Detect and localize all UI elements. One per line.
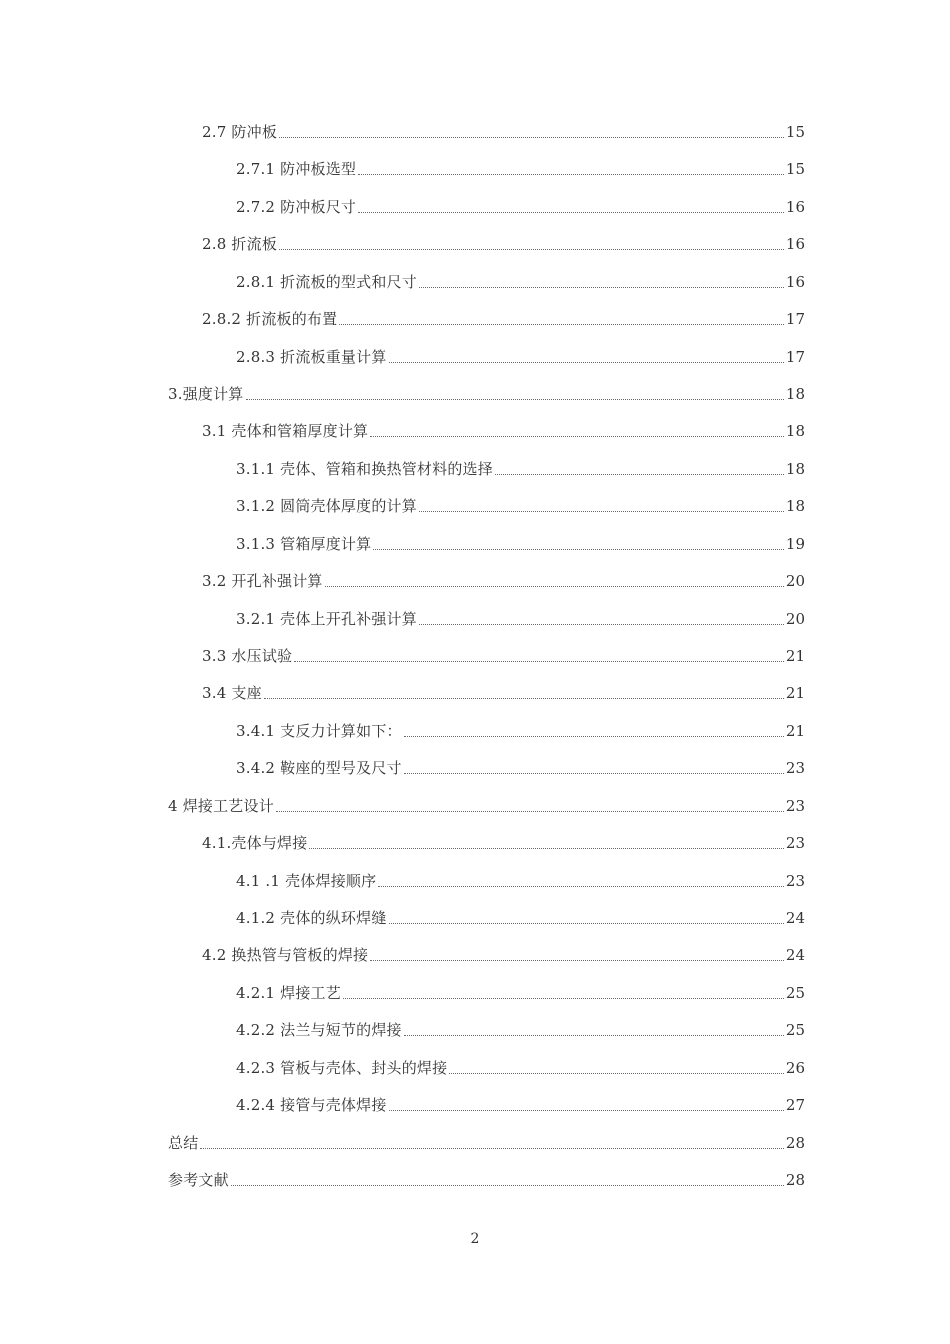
toc-entry-title: 4.2 换热管与管板的焊接 <box>202 946 369 965</box>
toc-dot-leader <box>339 323 784 325</box>
toc-entry-title: 3.4 支座 <box>202 684 262 703</box>
toc-dot-leader <box>231 1184 784 1186</box>
toc-entry-title: 4.2.3 管板与壳体、封头的焊接 <box>236 1058 448 1077</box>
toc-entry-page: 25 <box>785 983 805 1002</box>
toc-dot-leader <box>419 623 784 625</box>
toc-entry-title: 参考文献 <box>168 1171 229 1190</box>
toc-entry-page: 23 <box>785 796 805 815</box>
toc-entry-title: 3.强度计算 <box>168 385 244 403</box>
toc-entry-title: 3.2.1 壳体上开孔补强计算 <box>236 609 417 628</box>
toc-entry[interactable] <box>236 458 805 480</box>
toc-dot-leader <box>404 772 784 774</box>
toc-entry-title: 4.2.1 焊接工艺 <box>236 983 341 1002</box>
toc-entry-page: 28 <box>785 1171 805 1190</box>
toc-entry[interactable] <box>236 533 805 555</box>
toc-entry-page: 28 <box>785 1133 805 1152</box>
toc-entry-page: 21 <box>785 721 805 740</box>
toc-entry[interactable] <box>202 121 805 143</box>
toc-dot-leader <box>495 473 784 475</box>
toc-entry-page: 18 <box>785 385 805 403</box>
toc-entry[interactable] <box>202 944 805 966</box>
toc-entry[interactable] <box>202 233 805 255</box>
toc-entry-page: 23 <box>785 834 805 853</box>
toc-dot-leader <box>264 697 784 699</box>
toc-entry-page: 17 <box>785 347 805 366</box>
toc-entry-page: 19 <box>785 534 805 553</box>
toc-dot-leader <box>404 1034 784 1036</box>
toc-entry[interactable] <box>236 870 805 892</box>
toc-entry-title: 4.1.壳体与焊接 <box>202 834 308 853</box>
toc-entry[interactable] <box>202 570 805 592</box>
toc-entry-title: 4.1 .1 壳体焊接顺序 <box>236 871 377 890</box>
toc-entry[interactable] <box>236 158 805 180</box>
toc-dot-leader <box>246 398 784 400</box>
toc-entry-title: 3.3 水压试验 <box>202 647 293 666</box>
toc-dot-leader <box>389 361 784 363</box>
toc-entry-title: 2.7 防冲板 <box>202 123 278 141</box>
toc-entry-title: 2.7.1 防冲板选型 <box>236 160 357 179</box>
toc-entry[interactable] <box>236 1019 805 1041</box>
toc-entry-page: 26 <box>785 1058 805 1077</box>
toc-dot-leader <box>309 847 783 849</box>
toc-entry[interactable] <box>236 757 805 779</box>
toc-entry-title: 3.2 开孔补强计算 <box>202 572 323 591</box>
toc-dot-leader <box>373 548 784 550</box>
toc-entry[interactable] <box>168 1132 805 1154</box>
toc-entry-page: 18 <box>785 459 805 478</box>
toc-entry-title: 3.1.3 管箱厚度计算 <box>236 534 372 553</box>
toc-entry-title: 总结 <box>168 1133 199 1152</box>
toc-entry-page: 23 <box>785 871 805 890</box>
page-number: 2 <box>470 1231 480 1247</box>
toc-entry[interactable] <box>236 1057 805 1079</box>
toc-dot-leader <box>378 885 784 887</box>
toc-entry-page: 15 <box>785 123 805 141</box>
toc-entry-title: 2.8.2 折流板的布置 <box>202 310 338 329</box>
toc-entry-title: 2.8 折流板 <box>202 235 278 254</box>
toc-dot-leader <box>404 735 784 737</box>
toc-entry-title: 2.7.2 防冲板尺寸 <box>236 197 357 216</box>
toc-dot-leader <box>358 173 784 175</box>
toc-entry[interactable] <box>168 383 805 405</box>
toc-entry-page: 20 <box>785 572 805 591</box>
toc-dot-leader <box>419 510 784 512</box>
toc-entry[interactable] <box>236 907 805 929</box>
toc-entry-title: 2.8.1 折流板的型式和尺寸 <box>236 272 417 291</box>
toc-dot-leader <box>279 248 784 250</box>
toc-dot-leader <box>419 286 784 288</box>
toc-entry-page: 18 <box>785 422 805 441</box>
toc-entry-page: 16 <box>785 197 805 216</box>
toc-entry-title: 4.2.2 法兰与短节的焊接 <box>236 1021 402 1040</box>
toc-entry[interactable] <box>236 720 805 742</box>
toc-dot-leader <box>389 1109 784 1111</box>
toc-entry-title: 4.2.4 接管与壳体焊接 <box>236 1096 387 1115</box>
toc-dot-leader <box>389 922 784 924</box>
toc-entry-page: 25 <box>785 1021 805 1040</box>
toc-dot-leader <box>370 435 784 437</box>
toc-entry[interactable] <box>236 346 805 368</box>
toc-entry-page: 15 <box>785 160 805 179</box>
toc-entry-page: 23 <box>785 759 805 778</box>
toc-entry-title: 3.1.2 圆筒壳体厚度的计算 <box>236 497 417 516</box>
toc-entry[interactable] <box>236 495 805 517</box>
toc-dot-leader <box>276 810 784 812</box>
toc-entry-page: 18 <box>785 497 805 516</box>
toc-dot-leader <box>370 959 784 961</box>
toc-dot-leader <box>294 660 784 662</box>
toc-entry[interactable] <box>202 308 805 330</box>
toc-entry-page: 21 <box>785 647 805 666</box>
toc-entry[interactable] <box>168 795 805 817</box>
toc-entry-page: 16 <box>785 235 805 254</box>
toc-entry-title: 3.1.1 壳体、管箱和换热管材料的选择 <box>236 459 493 478</box>
toc-entry[interactable] <box>236 982 805 1004</box>
toc-entry-page: 16 <box>785 272 805 291</box>
toc-entry[interactable] <box>202 645 805 667</box>
toc-entry-page: 17 <box>785 310 805 329</box>
toc-entry[interactable] <box>202 682 805 704</box>
toc-entry-page: 27 <box>785 1096 805 1115</box>
toc-dot-leader <box>358 211 784 213</box>
toc-entry[interactable] <box>236 1094 805 1116</box>
toc-entry-page: 20 <box>785 609 805 628</box>
toc-entry[interactable] <box>168 1169 805 1191</box>
toc-entry-page: 21 <box>785 684 805 703</box>
toc-entry[interactable] <box>236 196 805 218</box>
toc-entry[interactable] <box>236 271 805 293</box>
toc-entry-title: 3.1 壳体和管箱厚度计算 <box>202 422 369 441</box>
toc-entry[interactable] <box>202 420 805 442</box>
toc-entry-title: 3.4.2 鞍座的型号及尺寸 <box>236 759 402 778</box>
toc-entry-page: 24 <box>785 946 805 965</box>
toc-dot-leader <box>325 585 784 587</box>
toc-entry[interactable] <box>202 832 805 854</box>
toc-entry-title: 3.4.1 支反力计算如下： <box>236 721 402 740</box>
toc-dot-leader <box>279 136 784 138</box>
toc-entry[interactable] <box>236 608 805 630</box>
toc-entry-title: 4.1.2 壳体的纵环焊缝 <box>236 909 387 928</box>
toc-entry-page: 24 <box>785 909 805 928</box>
toc-dot-leader <box>343 997 784 999</box>
toc-dot-leader <box>449 1072 784 1074</box>
toc-entry-title: 4 焊接工艺设计 <box>168 796 274 815</box>
toc-dot-leader <box>200 1147 784 1149</box>
toc-entry-title: 2.8.3 折流板重量计算 <box>236 347 387 366</box>
